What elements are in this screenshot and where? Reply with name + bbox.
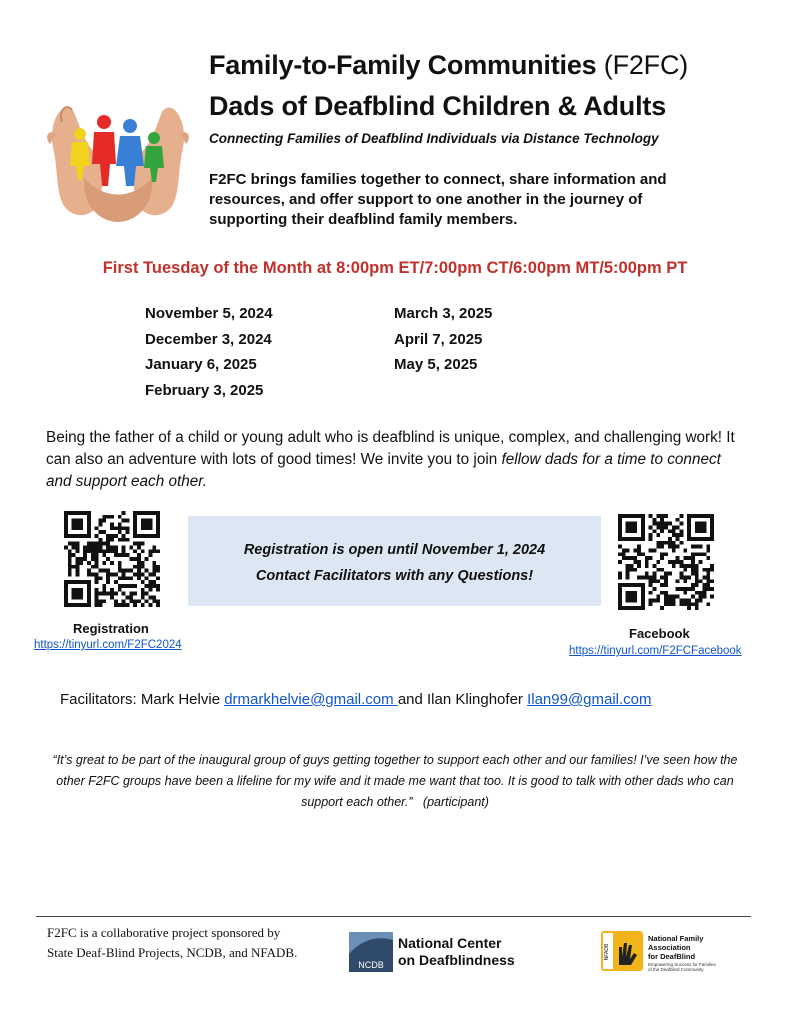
title-abbr: (F2FC) [603, 50, 689, 80]
nfadb-sub2: of the Deafblind Community [648, 967, 704, 972]
registration-link[interactable]: https://tinyurl.com/F2FC2024 [34, 639, 182, 651]
facebook-link[interactable]: https://tinyurl.com/F2FCFacebook [569, 645, 742, 657]
nfadb-sub1: Empowering Success for Families [648, 962, 716, 967]
hands-with-paper-family-image [44, 82, 192, 222]
ncdb-name [398, 935, 515, 969]
title-line1: Family-to-Family Communities [209, 50, 597, 80]
sponsor-line1: F2FC is a collaborative project sponsored by [47, 925, 281, 940]
schedule-heading: First Tuesday of the Month at 8:00pm ET/7:00pm CT/6:00pm MT/5:00pm PT [102, 259, 688, 277]
registration-label: Registration [73, 621, 149, 636]
dates-left-column [145, 301, 273, 403]
registration-deadline: Registration is open until November 1, 2024 [243, 542, 546, 558]
page-subtitle: Dads of Deafblind Children & Adults [209, 91, 667, 121]
page-title [209, 50, 688, 81]
body-text-italic: fellow dads for a time to connect and support each other. [46, 451, 721, 490]
facilitators-line [60, 691, 652, 708]
ncdb-line1: National Center [398, 935, 502, 951]
tagline: Connecting Families of Deafblind Individuals via Distance Technology [209, 131, 659, 146]
facilitators-middle: and Ilan Klinghofer [397, 691, 528, 708]
nfadb-line3: for DeafBlind [648, 952, 696, 961]
participant-quote [48, 750, 742, 813]
body-paragraph [46, 427, 746, 493]
date-item: November 5, 2024 [145, 305, 273, 322]
nfadb-mark: NFADB [604, 943, 610, 961]
date-item: December 3, 2024 [145, 330, 272, 348]
date-item: February 3, 2025 [145, 381, 264, 399]
registration-qr-code[interactable] [64, 511, 160, 607]
contact-note: Contact Facilitators with any Questions! [255, 568, 534, 584]
sponsor-line2: State Deaf-Blind Projects, NCDB, and NFADB. [47, 945, 298, 960]
date-item: April 7, 2025 [394, 330, 483, 348]
dates-right-column [394, 301, 492, 378]
quote-attribution: (participant) [422, 795, 489, 809]
email-link-ilan[interactable]: Ilan99@gmail.com [527, 691, 652, 708]
intro-paragraph: F2FC brings families together to connect, share information and resources, and offer support to one another in the journey of supporting their deafblind family members. [209, 171, 667, 228]
facebook-label: Facebook [629, 626, 690, 641]
date-item: January 6, 2025 [145, 356, 257, 373]
nfadb-name [648, 934, 703, 961]
nfadb-line2: Association [648, 943, 691, 952]
date-item: May 5, 2025 [394, 356, 478, 373]
footer-divider [36, 916, 751, 917]
nfadb-line1: National Family [648, 934, 704, 943]
sponsor-note [47, 923, 297, 963]
ncdb-line2: on Deafblindness [398, 952, 515, 968]
body-text-plain: Being the father of a child or young adult who is deafblind is unique, complex, and challenging work! It can also an adventure with lots of good times! We invite you to join [46, 429, 735, 468]
email-link-mark[interactable]: drmarkhelvie@gmail.com [224, 691, 398, 708]
ncdb-logo-icon [349, 932, 393, 972]
date-item: March 3, 2025 [394, 305, 493, 322]
facilitators-prefix: Facilitators: Mark Helvie [60, 691, 225, 708]
quote-text: “It’s great to be part of the inaugural group of guys getting together to support each other and our families! I’ve seen how the other F2FC groups have been a lifeline for my wife and it made me want that too. It is good to talk with other dads who can support each other.” [52, 753, 738, 809]
registration-box [188, 516, 601, 606]
ncdb-mark: NCDB [358, 960, 384, 970]
nfadb-logo-icon [601, 931, 643, 971]
nfadb-tagline [648, 962, 716, 972]
facebook-qr-code[interactable] [618, 514, 714, 610]
